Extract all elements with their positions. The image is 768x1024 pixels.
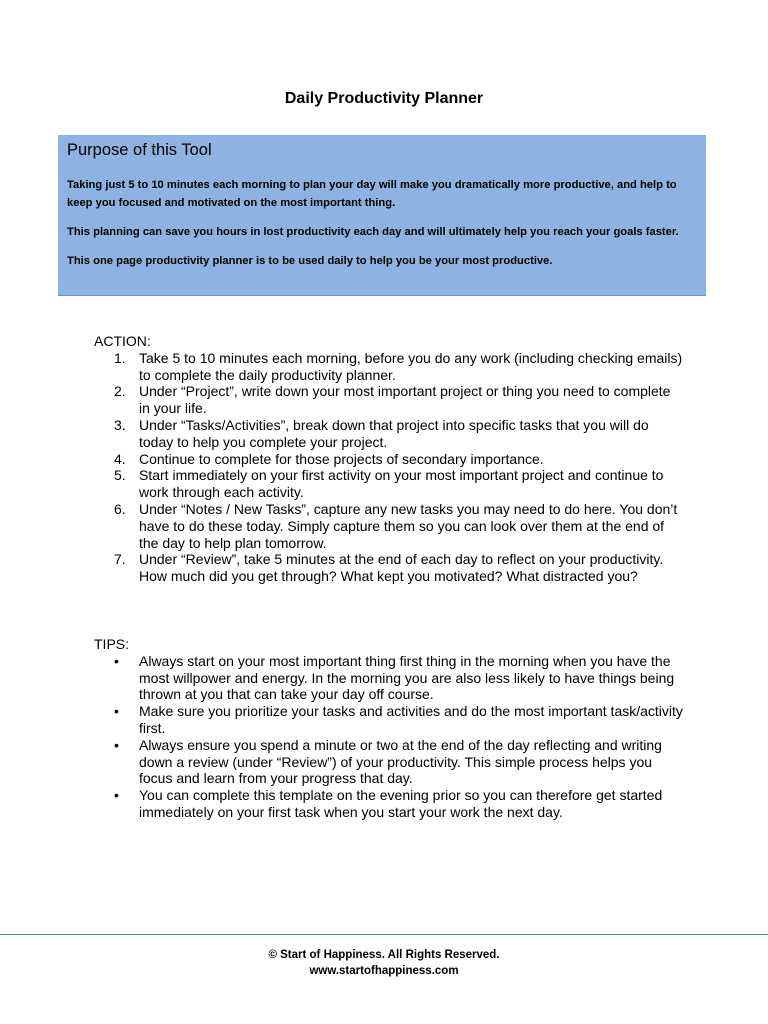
purpose-paragraph-3: This one page productivity planner is to be used daily to help you be your most productive. — [67, 255, 553, 267]
bullet-icon: • — [114, 703, 119, 720]
tip-item-text: You can complete this template on the evening prior so you can therefore get started immediately on your first task when you start your work the next day. — [139, 787, 663, 820]
action-item-number: 3. — [114, 416, 126, 433]
action-label: ACTION: — [94, 333, 151, 349]
action-item-number: 5. — [114, 467, 126, 484]
action-item-text: Start immediately on your first activity on your most important project and continue to work through each activity. — [139, 467, 664, 501]
action-item-number: 7. — [114, 551, 126, 568]
bullet-icon: • — [114, 736, 119, 753]
action-item-text: Under “Review”, take 5 minutes at the end of each day to reflect on your productivity. How much did you get through? What kept you motivated? What distracted you? — [139, 551, 664, 585]
tip-item-text: Always ensure you spend a minute or two at the end of the day reflecting and writing down a review (under “Review”) of your productivity. This simple process helps you focus and learn from your progress that day. — [139, 736, 662, 787]
action-item-7 — [94, 551, 684, 585]
tip-item-text: Make sure you prioritize your tasks and activities and do the most important task/activity first. — [139, 703, 683, 736]
action-item-text: Under “Tasks/Activities”, break down that project into specific tasks that you will do today to help you complete your project. — [139, 416, 649, 450]
tips-section — [94, 636, 684, 821]
action-item-5 — [94, 467, 684, 501]
purpose-heading: Purpose of this Tool — [67, 141, 212, 159]
tips-list — [94, 653, 684, 821]
page-title: Daily Productivity Planner — [284, 90, 484, 107]
footer-copyright: © Start of Happiness. All Rights Reserved. — [268, 949, 500, 961]
action-item-4 — [94, 451, 684, 468]
action-item-text: Take 5 to 10 minutes each morning, before you do any work (including checking emails) to complete the daily productivity planner. — [139, 349, 683, 383]
footer-website-link[interactable]: www.startofhappiness.com — [309, 965, 459, 977]
action-item-6 — [94, 501, 684, 551]
action-item-number: 1. — [114, 349, 126, 366]
footer-divider — [0, 934, 768, 935]
action-list — [94, 350, 684, 585]
tip-item-4 — [94, 787, 684, 821]
action-item-text: Under “Notes / New Tasks”, capture any new tasks you may need to do here. You don’t have to do these today. Simply capture them so you can look over them at the end of the day to help plan tomorrow. — [139, 500, 678, 551]
action-item-1 — [94, 350, 684, 384]
bullet-icon: • — [114, 652, 119, 669]
bullet-icon: • — [114, 787, 119, 804]
purpose-paragraph-2: This planning can save you hours in lost productivity each day and will ultimately help you reach your goals faster. — [67, 226, 679, 238]
tip-item-text: Always start on your most important thing first thing in the morning when you have the most willpower and energy. In the morning you are also less likely to have things being thrown at you that can take your day off course. — [139, 652, 675, 703]
action-item-text: Continue to complete for those projects of secondary importance. — [139, 450, 544, 467]
tips-label: TIPS: — [94, 636, 130, 652]
purpose-box — [58, 135, 706, 296]
action-item-number: 2. — [114, 383, 126, 400]
action-item-3 — [94, 417, 684, 451]
tip-item-3 — [94, 737, 684, 787]
action-section — [94, 333, 684, 585]
action-item-2 — [94, 383, 684, 417]
action-item-number: 4. — [114, 450, 126, 467]
purpose-paragraph-1: Taking just 5 to 10 minutes each morning to plan your day will make you dramatically more productive, and help to keep you focused and motivated on the most important thing. — [67, 179, 677, 209]
footer — [0, 947, 768, 979]
action-item-number: 6. — [114, 500, 126, 517]
action-item-text: Under “Project”, write down your most important project or thing you need to complete in your life. — [139, 383, 671, 417]
tip-item-1 — [94, 653, 684, 703]
tip-item-2 — [94, 703, 684, 737]
